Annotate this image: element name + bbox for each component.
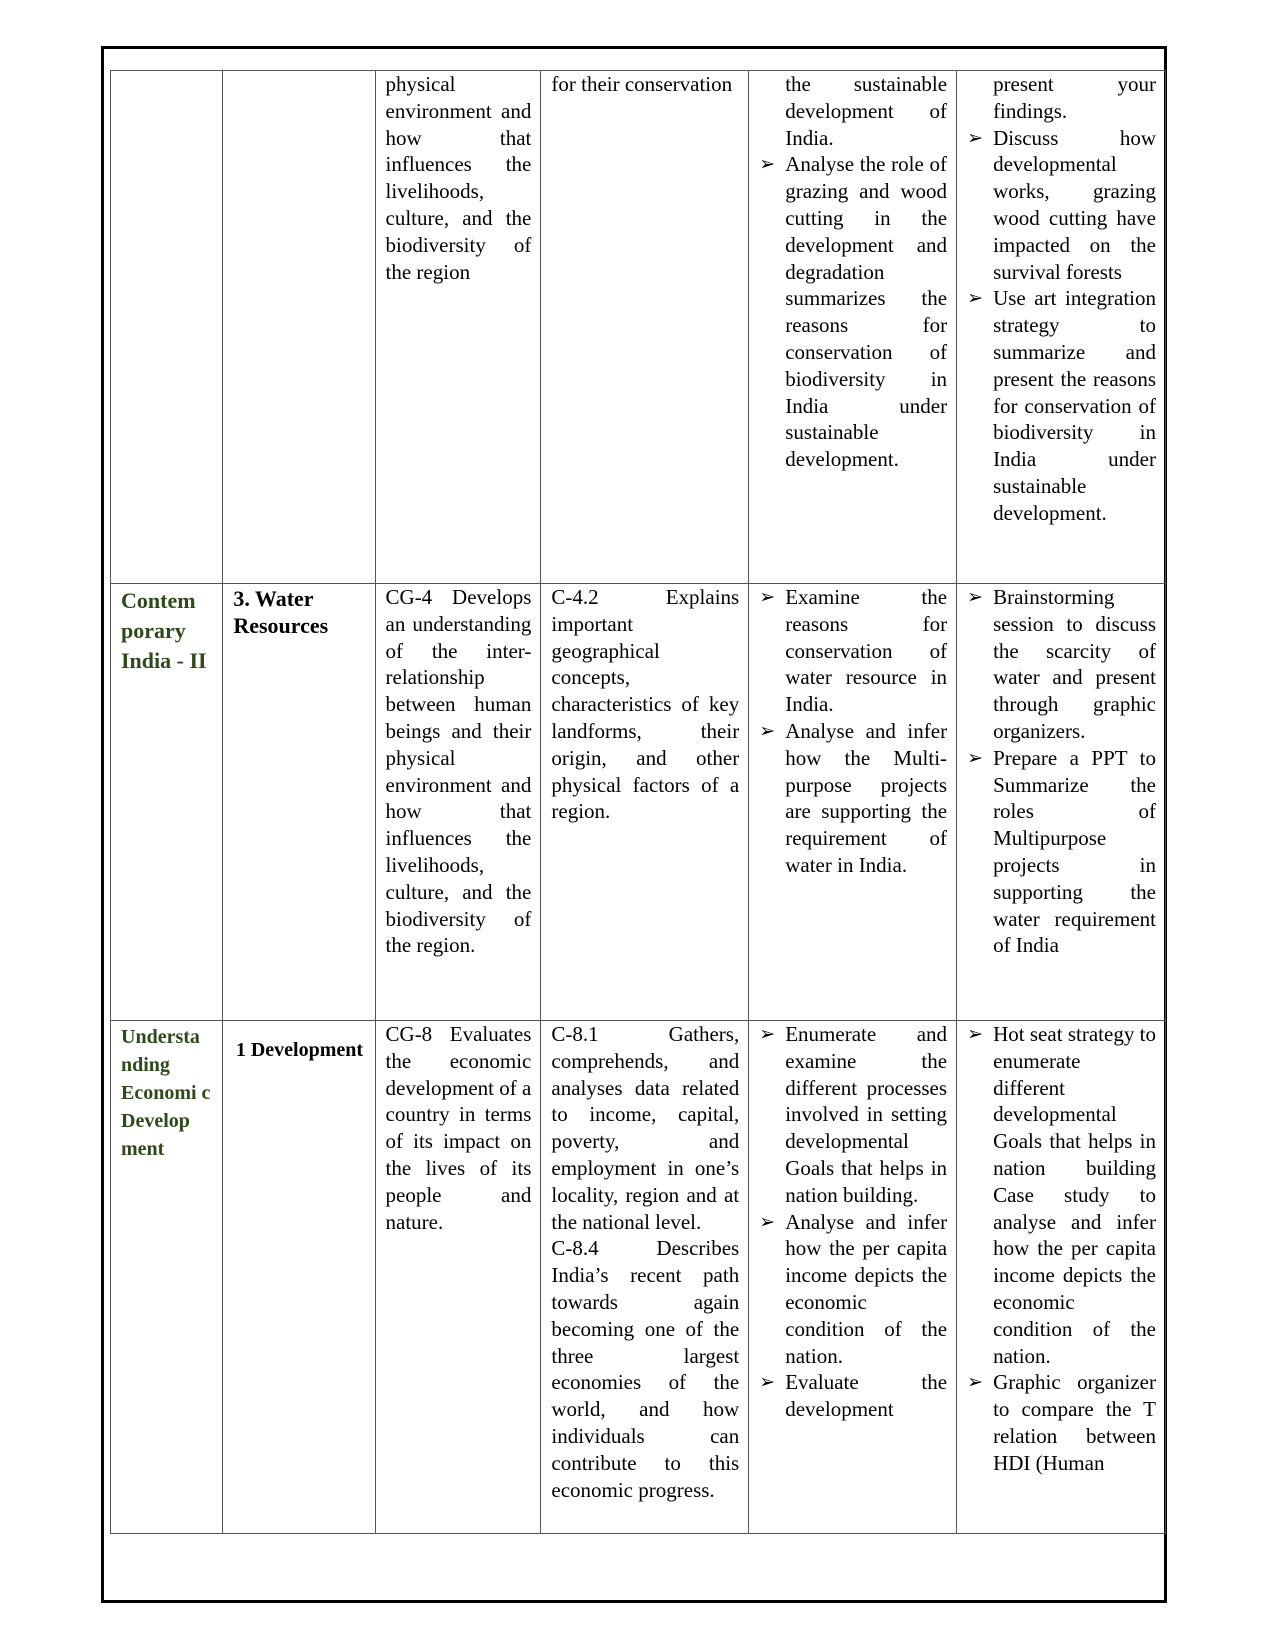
chapter-cell (223, 584, 375, 1021)
list-item: ➢ Brainstorming session to discuss the scarcity of water and present through graphic organizers. (967, 585, 1156, 743)
list-item: ➢ Prepare a PPT to Summarize the roles of Multipurpose projects in supporting the water requirement of India (967, 745, 1156, 958)
chapter-title: 3. Water Resources (233, 586, 329, 638)
activities-cell (957, 71, 1166, 584)
outcome-cell (541, 71, 749, 584)
activities-cell (957, 584, 1166, 1021)
chapter-cell (223, 71, 375, 584)
book-cell (111, 71, 223, 584)
arrowhead-bullet-icon: ➢ (759, 153, 776, 176)
list-item: ➢ Analyse and infer how the Multi-purpose projects are supporting the requirement of water in India. (759, 718, 948, 877)
list-item: the sustainable development of India. (785, 72, 948, 150)
outcome-cell (541, 584, 749, 1021)
book-title: Contem porary India - II (121, 588, 207, 673)
outcome-cell (541, 1021, 749, 1534)
outcome-text: C-8.1 Gathers, comprehends, and analyses data related to income, capital, poverty, and employment in one’s locality, region and at the national level. (551, 1022, 740, 1234)
outcome-text: C-8.4 Describes India’s recent path towards again becoming one of the three largest economies of the world, and how individuals can contribute to this economic progress. (551, 1236, 740, 1502)
arrowhead-bullet-icon: ➢ (759, 719, 776, 742)
curriculum-table (110, 70, 1166, 1534)
competency-cell (375, 1021, 541, 1534)
suggestions-cell (749, 71, 957, 584)
arrowhead-bullet-icon: ➢ (967, 586, 983, 608)
chapter-title: 1 Development (235, 1039, 364, 1061)
suggestions-cell (749, 584, 957, 1021)
competency-text: physical environment and how that influences the livelihoods, culture, and the biodiversity of the region (385, 72, 532, 284)
book-cell (111, 1021, 223, 1534)
list-item: ➢ Enumerate and examine the different processes involved in setting developmental Goals that helps in nation building. (759, 1022, 948, 1207)
list-item: ➢ Analyse the role of grazing and wood cutting in the development and degradation summarizes the reasons for conservation of biodiversity in India under sustainable development. (759, 152, 948, 472)
list-item: present your findings. (993, 72, 1156, 123)
list-item: ➢ Analyse and infer how the per capita income depicts the economic condition of the nation. (759, 1209, 948, 1368)
arrowhead-bullet-icon: ➢ (967, 287, 983, 310)
arrowhead-bullet-icon: ➢ (759, 1210, 776, 1233)
competency-cell (375, 584, 541, 1021)
outcome-text: C-4.2 Explains important geographical concepts, characteristics of key landforms, their origin, and other physical factors of a region. (551, 585, 740, 824)
arrowhead-bullet-icon: ➢ (759, 586, 776, 608)
arrowhead-bullet-icon: ➢ (967, 1023, 983, 1045)
arrowhead-bullet-icon: ➢ (759, 1371, 776, 1394)
list-item: ➢ Examine the reasons for conservation of water resource in India. (759, 585, 948, 717)
table-row (111, 584, 1166, 1021)
table-row (111, 71, 1166, 584)
competency-text: CG-8 Evaluates the economic development of a country in terms of its impact on the lives of its people and nature. (385, 1022, 532, 1234)
chapter-cell (223, 1021, 375, 1534)
list-item: ➢ Use art integration strategy to summarize and present the reasons for conservation of biodiversity in India under sustainable development. (967, 286, 1156, 525)
arrowhead-bullet-icon: ➢ (967, 126, 983, 149)
list-item: ➢ Evaluate the development (759, 1370, 948, 1422)
list-item: ➢ Hot seat strategy to enumerate different developmental Goals that helps in nation building Case study to analyse and infer how the per capita income depicts the economic condition of the nation. (967, 1022, 1156, 1368)
book-title: Understa nding Economi c Develop ment (121, 1026, 211, 1160)
competency-text: CG-4 Develops an understanding of the inter-relationship between human beings and their physical environment and how that influences the livelihoods, culture, and the biodiversity of the region. (385, 585, 532, 958)
outcome-text: for their conservation (551, 72, 733, 96)
arrowhead-bullet-icon: ➢ (967, 1371, 983, 1394)
arrowhead-bullet-icon: ➢ (759, 1023, 776, 1045)
arrowhead-bullet-icon: ➢ (967, 746, 983, 769)
suggestions-cell (749, 1021, 957, 1534)
book-cell (111, 584, 223, 1021)
list-item: ➢ Discuss how developmental works, grazing wood cutting have impacted on the survival forests (967, 125, 1156, 284)
activities-cell (957, 1021, 1166, 1534)
competency-cell (375, 71, 541, 584)
list-item: ➢ Graphic organizer to compare the T relation between HDI (Human (967, 1370, 1156, 1475)
table-row (111, 1021, 1166, 1534)
